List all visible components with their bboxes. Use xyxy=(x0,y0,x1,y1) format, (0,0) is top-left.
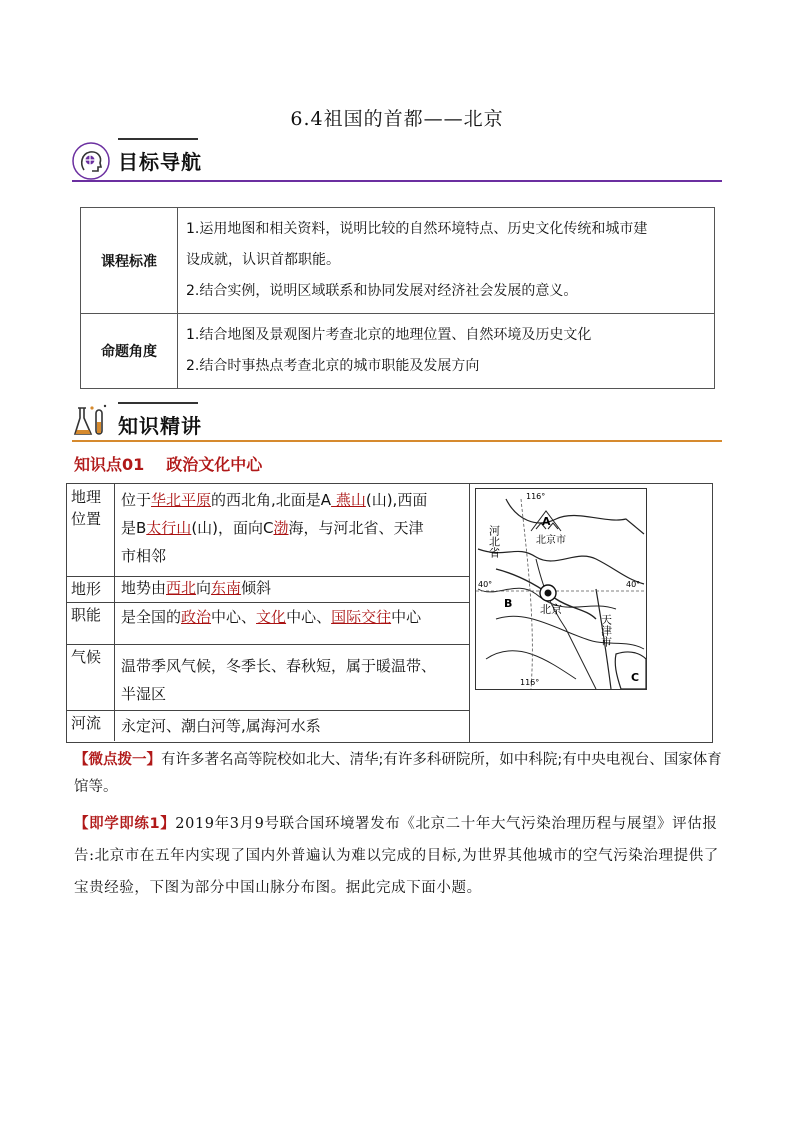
practice-paragraph xyxy=(74,808,726,904)
row-value: 永定河、潮白河等,属海河水系 xyxy=(121,717,321,735)
flask-icon xyxy=(72,402,110,440)
content-line: 1.结合地图及景观图片考查北京的地理位置、自然环境及历史文化 xyxy=(186,327,592,343)
map-label-beijing-city: 北京市 xyxy=(536,535,566,546)
table-row xyxy=(81,208,715,314)
map-label-c: C xyxy=(631,671,640,684)
row-value: 温带季风气候，冬季长、春秋短，属于暖温带、 半湿区 xyxy=(121,657,437,703)
row-key: 职能 xyxy=(67,602,115,644)
map-label-a: A xyxy=(542,515,551,528)
row-value: 是全国的政治中心、文化中心、国际交往中心 xyxy=(121,608,422,626)
page-title: 6.4祖国的首都——北京 xyxy=(290,108,504,130)
row-value: 地势由西北向东南倾斜 xyxy=(121,579,272,597)
row-key: 气候 xyxy=(67,644,115,710)
content-line: 1.运用地图和相关资料，说明比较的自然环境特点、历史文化传统和城市建 xyxy=(186,221,648,237)
practice-text: 2019年3月9号联合国环境署发布《北京二十年大气污染治理历程与展望》评估报告:北京市在五年内实现了国内外普遍认为难以完成的目标,为世界其他城市的空气污染治理提供了宝贵经验，下图为部分中国山脉分布图。据此完成下面小题。 xyxy=(74,816,719,896)
row-location xyxy=(67,484,469,577)
row-content xyxy=(178,314,715,389)
map-label-tianjin: 天津市 xyxy=(599,614,613,647)
map-label-b: B xyxy=(504,597,513,610)
tip-tag: 【微点拨一】 xyxy=(74,752,161,768)
row-value: 位于华北平原的西北角,北面是A 燕山(山),西面 是B太行山(山)，面向C渤海，与河北省、天津 市相邻 xyxy=(121,491,428,565)
tip-text: 有许多著名高等院校如北大、清华;有许多科研院所，如中科院;有中央电视台、国家体育馆等。 xyxy=(74,752,722,795)
heading-rule xyxy=(118,138,198,140)
row-river xyxy=(67,710,469,741)
practice-tag: 【即学即练1】 xyxy=(74,816,176,832)
map-label-lon-top: 116° xyxy=(526,492,546,501)
map-label-lat-right: 40° xyxy=(626,580,641,589)
kp-number: 知识点01 xyxy=(74,455,145,474)
row-content xyxy=(178,208,715,314)
map-label-beijing: 北京 xyxy=(540,603,562,616)
row-head: 命题角度 xyxy=(81,314,178,389)
row-climate xyxy=(67,644,469,711)
knowledge-point-title xyxy=(74,452,262,475)
section-heading-goals xyxy=(72,138,722,182)
brain-head-icon xyxy=(72,142,110,180)
map-label-lon-bottom: 116° xyxy=(520,678,540,687)
objectives-table xyxy=(80,207,715,389)
section-heading-knowledge xyxy=(72,402,722,442)
row-terrain xyxy=(67,576,469,603)
column-divider xyxy=(469,484,470,742)
row-head: 课程标准 xyxy=(81,208,178,314)
content-line: 2.结合实例，说明区域联系和协同发展对经济社会发展的意义。 xyxy=(186,283,578,299)
row-key: 地理 位置 xyxy=(67,484,115,576)
knowledge-table xyxy=(66,483,713,743)
beijing-location-map xyxy=(475,488,647,690)
row-function xyxy=(67,602,469,645)
row-key: 地形 xyxy=(67,576,115,602)
tip-paragraph xyxy=(74,747,726,801)
section-label: 目标导航 xyxy=(118,150,202,174)
map-label-hebei: 河北省 xyxy=(487,525,501,558)
map-label-lat-left: 40° xyxy=(478,580,493,589)
section-label: 知识精讲 xyxy=(118,414,202,438)
row-key: 河流 xyxy=(67,710,115,741)
content-line: 2.结合时事热点考查北京的城市职能及发展方向 xyxy=(186,358,480,374)
table-row xyxy=(81,314,715,389)
heading-rule xyxy=(118,402,198,404)
content-line: 设成就，认识首都职能。 xyxy=(186,252,340,268)
kp-name: 政治文化中心 xyxy=(166,455,263,474)
